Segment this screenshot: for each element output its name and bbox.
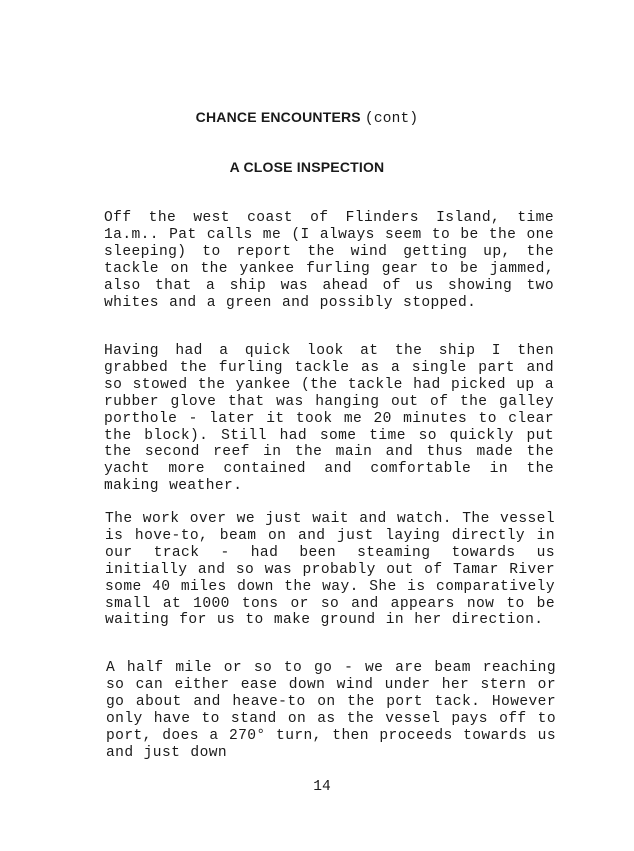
chapter-title — [0, 109, 624, 127]
paragraph-4: A half mile or so to go - we are beam reaching so can either ease down wind under her stern or go about and heave-to on the port tack. However only have to stand on as the vessel pays off to port, does a 270° turn, then proceeds towards us and just down — [106, 660, 556, 761]
page-number: 14 — [313, 779, 331, 795]
paragraph-2: Having had a quick look at the ship I then grabbed the furling tackle as a single part and so stowed the yankee (the tackle had picked up a rubber glove that was hanging out of the galley porthole - later it took me 20 minutes to clear the block). Still had some time so quickly put the second reef in the main and thus made the yacht more contained and comfortable in the making weather. — [104, 343, 554, 495]
section-title-text: A CLOSE INSPECTION — [229, 159, 385, 175]
chapter-title-text: CHANCE ENCOUNTERS — [195, 109, 361, 125]
paragraph-3: The work over we just wait and watch. The vessel is hove-to, beam on and just laying directly in our track - had been steaming towards us initially and so was probably out of Tamar River some 40 miles down the way. She is comparatively small at 1000 tons or so and appears now to be waiting for us to make ground in her direction. — [105, 511, 555, 629]
paragraph-1: Off the west coast of Flinders Island, time 1a.m.. Pat calls me (I always seem to be the one sleeping) to report the wind getting up, the tackle on the yankee furling gear to be jammed, also that a ship was ahead of us showing two whites and a green and possibly stopped. — [104, 210, 554, 311]
section-title — [0, 159, 624, 175]
chapter-title-suffix: (cont) — [364, 111, 419, 127]
